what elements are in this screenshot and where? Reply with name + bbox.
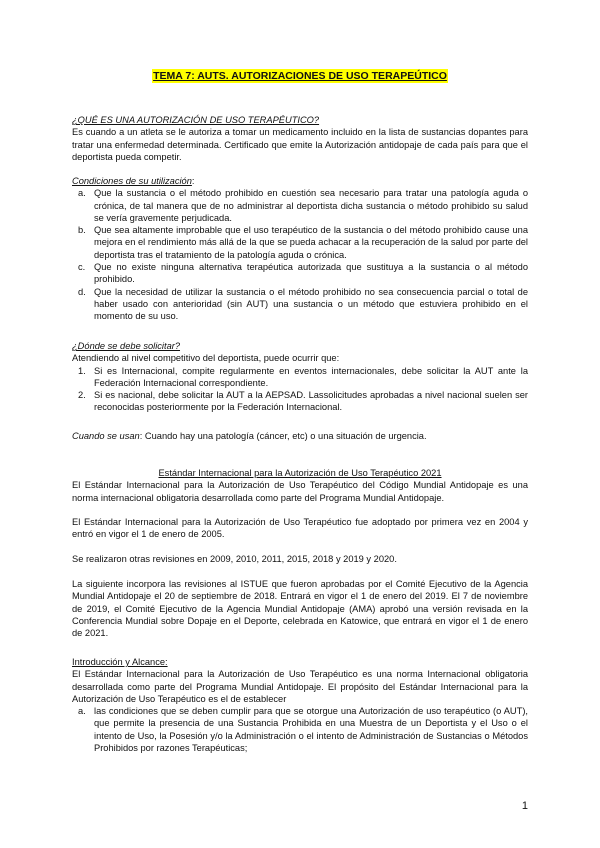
section-where <box>72 340 528 414</box>
list-item-text: Si es nacional, debe solicitar la AUT a la AEPSAD. Lassolicitudes aprobadas a nivel nacional suelen ser reconocidas posteriormente por la Federación Internacional. <box>94 390 528 413</box>
standard-paragraph-4: La siguiente incorpora las revisiones al ISTUE que fueron aprobadas por el Comité Ejecutivo de la Agencia Mundial Antidopaje el 20 de septiembre de 2018. Entrará en vigor el 1 de enero del 2019. El 7 de noviembre de 2019, el Comité Ejecutivo de la Agencia Mundial Antidopaje (AMA) aprobó una versión revisada en la Conferencia Mundial sobre Dopaje en el Deporte, celebrada en Katowice, que entrará en vigor el 1 de enero de 2021. <box>72 579 528 639</box>
page-number: 1 <box>521 800 528 812</box>
list-marker: 1. <box>78 365 86 376</box>
list-item-text: Que sea altamente improbable que el uso terapéutico de la sustancia o del método prohibido cause una mejora en el rendimiento más allá de la que se pueda achacar a la recuperación de la salud por parte del deportista tras el tratamiento de la patología aguda o crónica. <box>94 225 528 260</box>
standard-heading: Estándar Internacional para la Autorización de Uso Terapéutico 2021 <box>158 468 442 478</box>
list-marker: a. <box>78 188 86 199</box>
list-item <box>72 705 528 754</box>
list-item-text: Si es Internacional, compite regularmente en eventos internacionales, debe solicitar la AUT ante la Federación Internacional correspondiente. <box>94 365 528 388</box>
section-standard <box>72 467 528 504</box>
section-intro <box>72 656 528 754</box>
list-item <box>72 224 528 261</box>
list-item-text: Que no existe ninguna alternativa terapéutica autorizada que sustituya a la sustancia o al método prohibido. <box>94 262 528 285</box>
where-heading: ¿Dónde se debe solicitar? <box>72 341 181 351</box>
section-heading-what-is: ¿QUÉ ES UNA AUTORIZACIÓN DE USO TERAPÉUTICO? <box>72 115 320 125</box>
where-intro: Atendiendo al nivel competitivo del deportista, puede ocurrir que: <box>72 353 340 364</box>
section-conditions <box>72 175 528 323</box>
intro-heading: Introducción y Alcance: <box>72 657 168 667</box>
standard-paragraph-2: El Estándar Internacional para la Autorización de Uso Terapéutico fue adoptado por primera vez en 2004 y entró en vigor el 1 de enero de 2005. <box>72 517 528 540</box>
section-what-is <box>72 114 528 163</box>
list-marker: b. <box>78 225 86 236</box>
list-item <box>72 389 528 414</box>
when-label: Cuando se usan <box>72 431 140 441</box>
list-item <box>72 187 528 224</box>
standard-paragraph-1: El Estándar Internacional para la Autorización de Uso Terapéutico del Código Mundial Antidopaje es una norma internacional obligatoria desarrollada como parte del Programa Mundial Antidopaje. <box>72 480 528 503</box>
where-list <box>72 365 528 414</box>
conditions-heading-colon: : <box>191 176 195 186</box>
standard-paragraph-2-block <box>72 516 528 541</box>
list-marker: 2. <box>78 390 86 401</box>
section-when <box>72 430 528 442</box>
list-item-text: Que la sustancia o el método prohibido en cuestión sea necesario para tratar una patología aguda o crónica, de tal manera que de no administrar al deportista dicha sustancia o método prohibido su salud se vería gravemente perjudicada. <box>94 188 528 223</box>
section-body-what-is: Es cuando a un atleta se le autoriza a tomar un medicamento incluido en la lista de sustancias dopantes para tratar una enfermedad determinada. Certificado que emite la Autorización antidopaje de cada país para que el deportista pueda competir. <box>72 127 528 162</box>
list-item <box>72 365 528 390</box>
page-title: TEMA 7: AUTS. AUTORIZACIONES DE USO TERAPEÚTICO <box>153 70 447 82</box>
list-item-text: Que la necesidad de utilizar la sustancia o el método prohibido no sea consecuencia parcial o total de haber usado con anterioridad (sin AUT) una sustancia o un método que estuviera prohibido en el momento de su uso. <box>94 286 528 322</box>
intro-list <box>72 705 528 754</box>
conditions-heading: Condiciones de su utilización <box>72 176 192 186</box>
list-marker: c. <box>78 262 86 273</box>
standard-paragraph-3: Se realizaron otras revisiones en 2009, 2010, 2011, 2015, 2018 y 2019 y 2020. <box>72 554 397 564</box>
list-marker: d. <box>78 286 86 297</box>
conditions-list <box>72 187 528 322</box>
standard-paragraph-4-block <box>72 578 528 639</box>
when-text: : Cuando hay una patología (cáncer, etc) o una situación de urgencia. <box>139 431 427 441</box>
list-item <box>72 286 528 323</box>
list-item <box>72 261 528 286</box>
list-marker: a. <box>78 706 86 717</box>
standard-paragraph-3-block <box>72 553 528 565</box>
title-wrapper <box>72 69 528 83</box>
list-item-text: las condiciones que se deben cumplir para que se otorgue una Autorización de uso terapéutico (o AUT), que permite la presencia de una Sustancia Prohibida en una Muestra de un Deportista y el Uso o el intento de Uso, la Posesión y/o la Administración o el intento de Administración de Sustancias o Métodos Prohibidos por razones Terapéuticas; <box>94 706 528 754</box>
intro-body: El Estándar Internacional para la Autorización de Uso Terapéutico es una norma Internacional obligatoria desarrollada como parte del Programa Mundial Antidopaje. El propósito del Estándar Internacional para la Autorización de Uso Terapéutico es el de establecer <box>72 669 528 704</box>
